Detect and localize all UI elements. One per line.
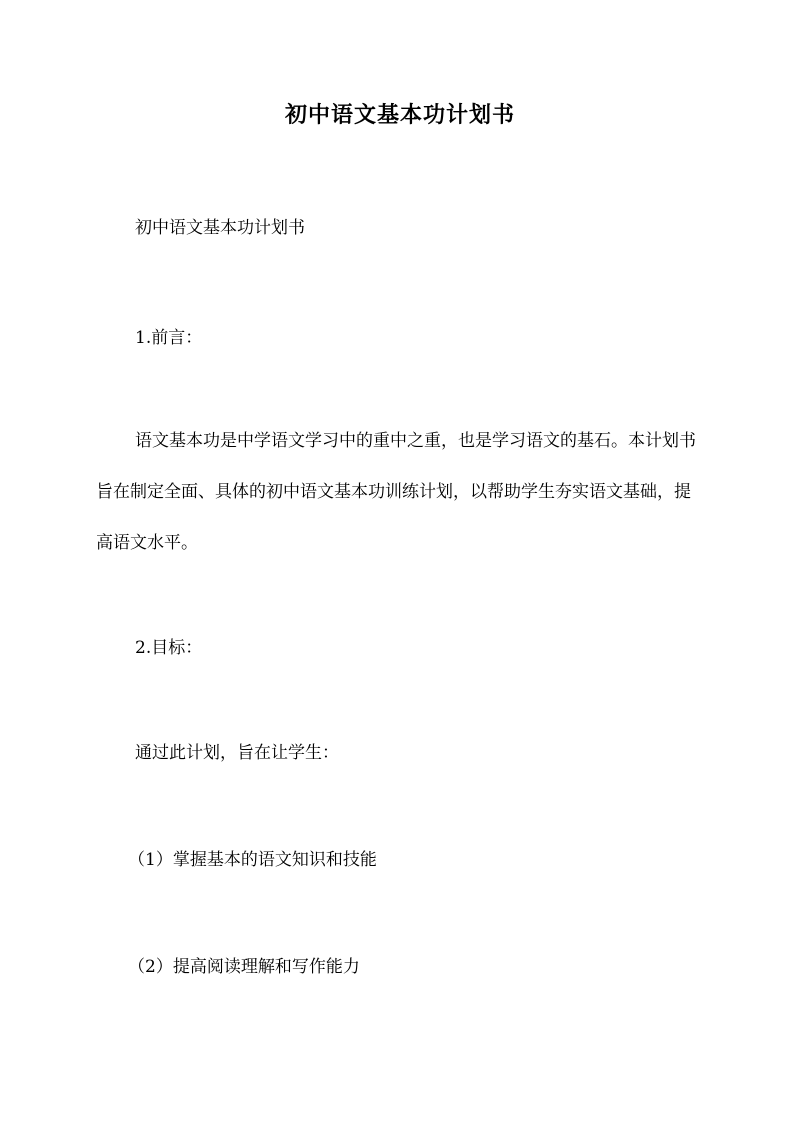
heading-repeat: 初中语文基本功计划书 (135, 218, 305, 238)
document-title: 初中语文基本功计划书 (284, 102, 515, 128)
section-1-heading: 1.前言： (135, 328, 203, 348)
section-2-heading: 2.目标： (135, 638, 203, 658)
goal-item-1: （1）掌握基本的语文知识和技能 (128, 850, 377, 870)
section-1-body: 语文基本功是中学语文学习中的重中之重，也是学习语文的基石。本计划书旨在制定全面、具体的初中语文基本功训练计划，以帮助学生夯实语文基础，提高语文水平。 (96, 431, 696, 553)
goal-item-2: （2）提高阅读理解和写作能力 (128, 957, 360, 977)
section-2-intro: 通过此计划，旨在让学生： (135, 743, 339, 763)
